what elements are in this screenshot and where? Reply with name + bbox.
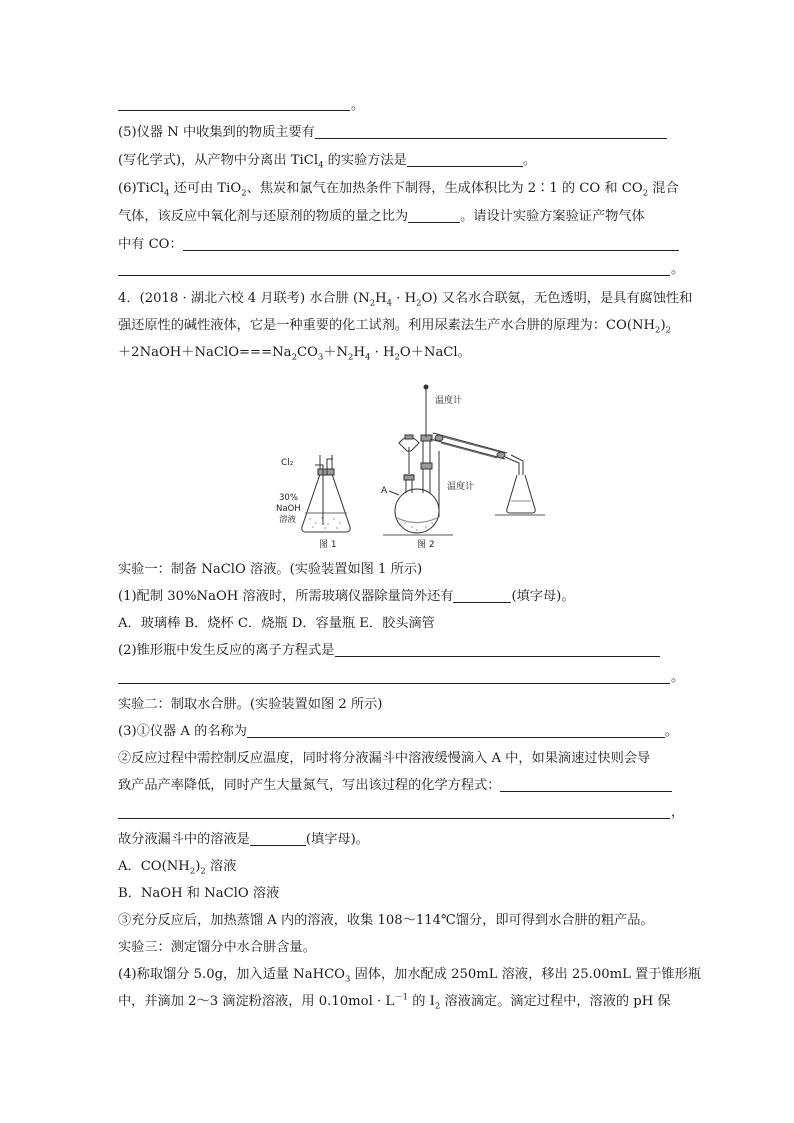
sub: 4: [386, 298, 393, 309]
end-mark: 。: [664, 724, 679, 739]
sub: 2: [416, 298, 422, 309]
exp1-q1-options: [118, 614, 435, 634]
q4-text: 强还原性的碱性液体，它是一种重要的化工试剂。利用尿素法生产水合肼的原理为：CO(NH: [118, 318, 656, 333]
naoh-label-3: 溶液: [279, 515, 297, 525]
q5-answer-blank-1[interactable]: [315, 124, 667, 139]
q4-text: ＋N: [323, 345, 349, 360]
q5-line-1: [118, 123, 667, 143]
q4-text: 4．(2018 · 湖北六校 4 月联考) 水合肼 (N: [118, 291, 370, 306]
exp3-title: [118, 938, 316, 958]
exp1-title: [118, 560, 422, 580]
exp2-q3-1-blank[interactable]: [247, 723, 665, 738]
q6-line-4-end: [671, 260, 684, 280]
option-text: 溶液: [205, 859, 237, 874]
sub: 2: [369, 298, 376, 309]
exp1-q2-end: [671, 668, 684, 688]
q4-text: O＋NaCl。: [399, 345, 471, 360]
end-mark: 。: [671, 670, 685, 685]
apparatus-a-label: A: [381, 486, 388, 496]
q6-text: 。请设计实验方案验证产物气体: [460, 209, 645, 224]
q4-text: · H: [392, 291, 417, 306]
exp2-equation-blank-1[interactable]: [500, 777, 672, 792]
fig1-caption: 图 1: [319, 540, 337, 549]
exp2-q3-text: 致产品产率降低，同时产生大量氮气，写出该过程的化学方程式：: [118, 778, 501, 793]
end-mark: 。: [671, 262, 685, 277]
q4-line-2: [118, 316, 671, 336]
sub: 2: [241, 188, 247, 199]
exp3-text: (4)称取馏分 5.0g，加入适量 NaHCO: [118, 967, 345, 982]
q4-text: CO: [296, 345, 318, 360]
q4-line-1: [118, 289, 692, 309]
sub: 2: [200, 866, 206, 877]
q6-text: 气体，该反应中氧化剂与还原剂的物质的量之比为: [118, 209, 409, 224]
q6-ratio-blank[interactable]: [408, 208, 460, 223]
q6-text: 、焦炭和氯气在加热条件下制得，生成体积比为 2∶1 的 CO 和 CO: [246, 181, 643, 196]
exp2-title: [118, 695, 382, 715]
sub: 2: [189, 866, 196, 877]
q6-text: (6)TiCl: [118, 181, 165, 196]
exp2-q3-text: ②反应过程中需控制反应温度，同时将分液漏斗中溶液缓慢滴入 A 中，如果滴速过快则会导: [118, 751, 651, 766]
exp2-q3-text: (3)①仪器 A 的名称为: [118, 724, 247, 739]
naoh-label-1: 30%: [279, 493, 298, 503]
q5-text: (5)仪器 N 中收集到的物质主要有: [118, 125, 315, 140]
q6-co-plan-blank-2[interactable]: [118, 275, 670, 276]
naoh-label-2: NaOH: [276, 504, 301, 514]
exp1-q2-text: (2)锥形瓶中发生反应的离子方程式是: [118, 643, 335, 658]
sub: 4: [164, 188, 170, 199]
sub: 2: [434, 1001, 441, 1012]
exp2-q3-2-line-4: [118, 830, 369, 850]
thermometer-label-1: 温度计: [435, 396, 463, 406]
q4-text: ): [660, 318, 666, 333]
q4-text: H: [375, 291, 387, 306]
q6-text: 中有 CO：: [118, 237, 183, 252]
end-mark: 。: [522, 153, 536, 168]
exp1-q1-text: (1)配制 30%NaOH 溶液时，所需玻璃仪器除量筒外还有: [118, 589, 454, 604]
exp3-line-1: [118, 965, 701, 985]
exp1-q1-text: (填字母)。: [511, 589, 575, 604]
exp3-text: 溶液滴定。滴定过程中，溶液的 pH 保: [440, 994, 671, 1009]
q5-answer-blank-2[interactable]: [407, 152, 523, 167]
exp3-text: 的 I: [408, 994, 435, 1009]
sub: 4: [318, 160, 324, 171]
cl2-label: Cl₂: [281, 458, 294, 468]
q6-text: 混合: [648, 181, 679, 196]
option-text: A．CO(NH: [118, 859, 190, 874]
exp1-title-text: 实验一：制备 NaClO 溶液。(实验装置如图 1 所示): [118, 562, 423, 577]
exp2-equation-blank-2[interactable]: [118, 818, 670, 819]
exp2-q3-1: [118, 722, 678, 742]
exp1-q1: [118, 587, 575, 607]
exp2-q3-text: 故分液漏斗中的溶液是: [118, 832, 250, 847]
exp2-q3-2-line-1: [118, 749, 650, 769]
q6-text: 还可由 TiO: [169, 181, 242, 196]
exp1-q2-blank-1[interactable]: [335, 642, 660, 657]
exp2-option-b: [118, 884, 279, 904]
fig1-flask: [302, 455, 350, 532]
q4-text: ＋2NaOH＋NaClO===Na: [118, 345, 292, 360]
exp1-options-text: A．玻璃棒 B．烧杯 C．烧瓶 D．容量瓶 E．胶头滴管: [118, 616, 435, 631]
end-mark: 。: [351, 98, 365, 113]
q5-prev-answer-blank[interactable]: [118, 110, 350, 111]
exp1-q2: [118, 641, 660, 661]
sub: 3: [344, 974, 351, 985]
q4-text: · H: [370, 345, 395, 360]
exp2-option-a: [118, 857, 236, 877]
exp2-title-text: 实验二：制取水合肼。(实验装置如图 2 所示): [118, 697, 383, 712]
exp3-title-text: 实验三：测定馏分中水合肼含量。: [118, 940, 316, 955]
exp2-q3-3: [118, 911, 654, 931]
sup: －1: [394, 992, 409, 1003]
exp3-text: 中，并滴加 2～3 滴淀粉溶液，用 0.10mol · L: [118, 994, 395, 1009]
q5-text-b1: (写化学式)，从产物中分离出 TiCl: [118, 153, 319, 168]
sub: 2: [665, 325, 672, 336]
q6-line-1: [118, 179, 679, 199]
apparatus-figure: [275, 377, 550, 549]
sub: 2: [291, 352, 297, 363]
q4-text: H: [353, 345, 365, 360]
exp2-solution-blank[interactable]: [250, 831, 306, 846]
exp3-line-2: [118, 992, 671, 1012]
q4-text: O) 又名水合联氨，无色透明，是具有腐蚀性和: [421, 291, 693, 306]
exp2-q3-text: ③充分反应后，加热蒸馏 A 内的溶液，收集 108～114℃馏分，即可得到水合肼的粗产品。: [118, 913, 654, 928]
q5-line-2: [118, 151, 536, 171]
option-text: B．NaOH 和 NaClO 溶液: [118, 886, 280, 901]
sub: 2: [394, 352, 400, 363]
q5-prev-end: [351, 96, 364, 116]
q4-line-3: [118, 343, 471, 363]
exp2-q3-2-line-2: [118, 776, 672, 796]
thermometer-label-2: 温度计: [447, 482, 475, 492]
sub: 2: [655, 325, 661, 336]
exp2-q3-text: (填字母)。: [305, 832, 369, 847]
fig2-round-flask: [395, 385, 535, 533]
exp1-q1-blank[interactable]: [453, 588, 511, 603]
q6-line-3: [118, 235, 679, 255]
sub: 2: [642, 188, 649, 199]
q6-co-plan-blank-1[interactable]: [183, 236, 679, 251]
exp3-text: 固体，加水配成 250mL 溶液，移出 25.00mL 置于锥形瓶: [350, 967, 701, 982]
exp2-q3-2-comma: [671, 803, 684, 823]
exp1-q2-blank-2[interactable]: [118, 683, 670, 684]
q6-line-2: [118, 207, 645, 227]
sub: 3: [317, 352, 324, 363]
sub: 4: [364, 352, 371, 363]
sub: 2: [348, 352, 354, 363]
fig2-caption: 图 2: [417, 540, 435, 549]
comma-mark: ，: [671, 805, 685, 820]
option-text: ): [195, 859, 201, 874]
q5-text-b2: 的实验方法是: [323, 153, 407, 168]
